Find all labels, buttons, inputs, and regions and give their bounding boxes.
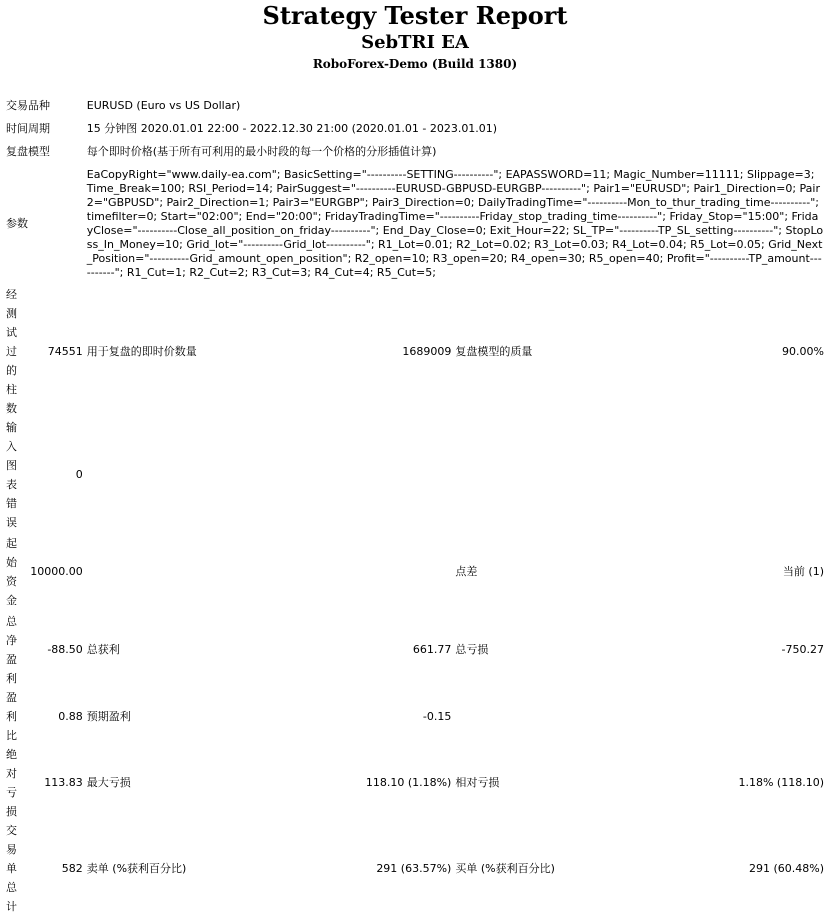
symbol-row [4,94,826,117]
trades-row [4,821,826,916]
short-positions-value: 291 (63.57%) [376,861,452,875]
expected-payoff-label: 预期盈利 [86,709,131,723]
bars-value: 74551 [47,344,83,358]
report-title: Strategy Tester Report [262,1,568,30]
ticks-label: 用于复盘的即时价数量 [86,344,197,358]
model-label: 复盘模型 [6,144,50,158]
drawdown-row [4,745,826,821]
ea-name: SebTRI EA [361,32,469,53]
report-table [4,94,826,916]
symbol-label: 交易品种 [6,98,50,112]
gross-loss-label: 总亏损 [455,643,489,656]
gross-loss-value: -750.27 [781,643,824,656]
rel-drawdown-value: 1.18% (118.10) [738,776,824,789]
model-value: 每个即时价格(基于所有可利用的最小时段的每一个价格的分形插值计算) [86,144,437,158]
deposit-label: 起始资金 [6,537,17,607]
profit-factor-label: 盈利比 [6,691,17,742]
ticks-value: 1689009 [402,344,452,358]
total-trades-value: 582 [61,861,83,875]
period-value: 15 分钟图 2020.01.01 22:00 - 2022.12.30 21:00 (2020.01.01 - 2023.01.01) [86,121,498,135]
spread-value: 当前 (1) [782,565,824,578]
net-profit-value: -88.50 [47,643,83,656]
errors-value: 0 [75,468,83,481]
short-positions-label: 卖单 (%获利百分比) [86,861,187,875]
abs-drawdown-label: 绝对亏损 [6,748,17,818]
max-drawdown-value: 118.10 (1.18%) [365,776,452,789]
abs-drawdown-value: 113.83 [44,776,83,789]
bars-row [4,285,826,418]
deposit-value: 10000.00 [30,565,83,578]
long-positions-label: 买单 (%获利百分比) [455,861,555,875]
expected-payoff-value: -0.15 [422,709,452,723]
net-profit-label: 总净盈利 [6,615,17,685]
profit-factor-value: 0.88 [58,709,83,723]
deposit-row [4,532,826,612]
params-value: EaCopyRight="www.daily-ea.com"; BasicSetting="----------SETTING----------"; EAPASSWORD=11; Magic_Number=11111; Slippage=3; Time_Break=100; RSI_Period=14; PairSuggest="----------EURUSD-GBPUSD-EURGBP----------"; Pair1="EURUSD"; Pair1_Direction=0; Pair2="GBPUSD"; Pair2_Direction=1; Pair3="EURGBP"; Pair3_Direction=0; DailyTradingTime="----------Mon_to_thur_trading_time----------"; timefilter=0; Start="02:00"; End="20:00"; FridayTradingTime="----------Friday_stop_trading_time----------"; Friday_Stop="15:00"; FridayClose="----------Close_all_position_on_friday----------"; End_Day_Close=0; Exit_Hour=22; SL_TP="----------TP_SL_setting----------"; StopLoss_In_Money=10; Grid_lot="----------Grid_lot----------"; R1_Lot=0.01; R2_Lot=0.02; R3_Lot=0.03; R4_Lot=0.04; R5_Lot=0.05; Grid_Next_Position="----------Grid_amount_open_position"; R2_open=10; R3_open=20; R4_open=30; R5_open=40; Profit="----------TP_amount----------"; R1_Cut=1; R2_Cut=2; R3_Cut=3; R4_Cut=4; R5_Cut=5; [86,168,824,279]
model-row [4,140,826,163]
period-label: 时间周期 [6,121,50,135]
long-positions-value: 291 (60.48%) [748,861,824,875]
max-drawdown-label: 最大亏损 [86,776,131,789]
gross-profit-value: 661.77 [412,643,452,656]
errors-row [4,418,826,532]
rel-drawdown-label: 相对亏损 [455,776,500,789]
pf-row [4,688,826,745]
quality-label: 复盘模型的质量 [455,344,533,358]
total-trades-label: 交易单总计 [6,824,17,913]
symbol-value: EURUSD (Euro vs US Dollar) [86,98,241,112]
gross-profit-label: 总获利 [86,643,120,656]
quality-value: 90.00% [782,344,824,358]
errors-label: 输入图表错误 [6,421,17,529]
spread-label: 点差 [455,565,478,578]
params-label: 参数 [6,217,28,230]
server-build: RoboForex-Demo (Build 1380) [312,57,518,71]
period-row [4,117,826,140]
params-row [4,163,826,285]
net-row [4,612,826,688]
bars-label: 经测试过的柱数 [6,288,17,415]
